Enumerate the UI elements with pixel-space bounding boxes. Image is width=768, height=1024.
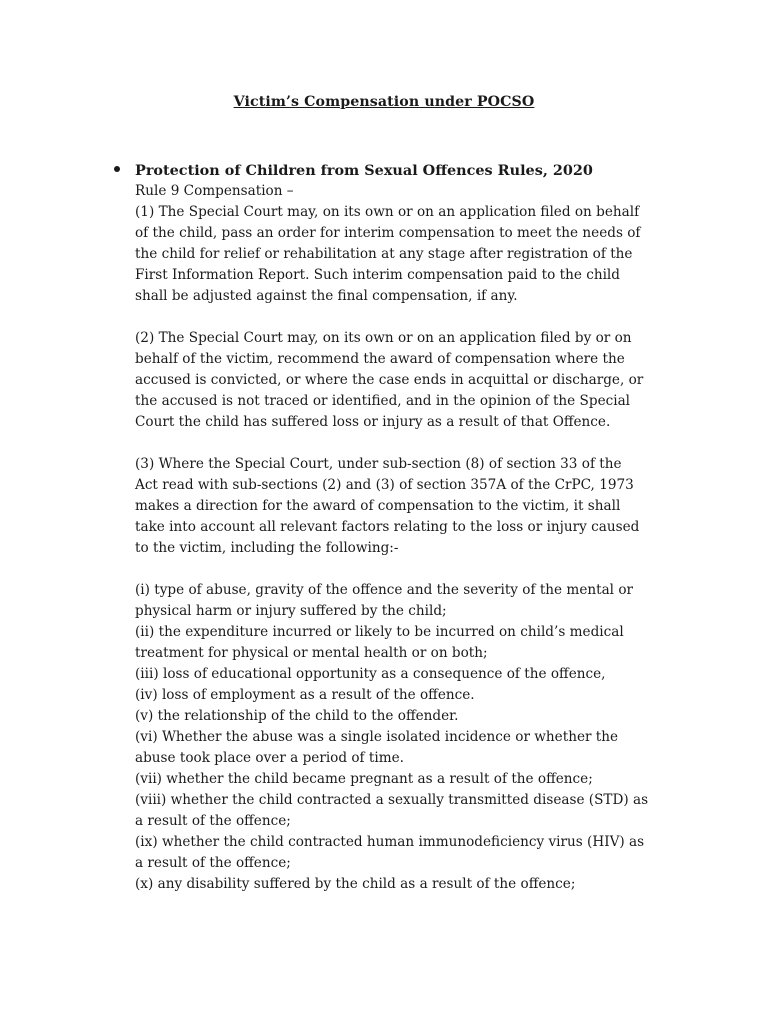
paragraph-1 [135, 202, 695, 307]
factor-line: abuse took place over a period of time. [135, 750, 404, 766]
paragraph-gap [135, 433, 695, 454]
paragraph-line: (3) Where the Special Court, under sub-section (8) of section 33 of the [135, 456, 622, 472]
paragraph-line: makes a direction for the award of compensation to the victim, it shall [135, 498, 621, 514]
rule-heading: Rule 9 Compensation – [135, 183, 294, 199]
document-body [135, 160, 695, 895]
factor-line: (vii) whether the child became pregnant as a result of the offence; [135, 771, 593, 787]
paragraph-line: (2) The Special Court may, on its own or on an application filed by or on [135, 330, 632, 346]
paragraph-line: accused is convicted, or where the case ends in acquittal or discharge, or [135, 372, 644, 388]
paragraph-line: Act read with sub-sections (2) and (3) of section 357A of the CrPC, 1973 [135, 477, 634, 493]
paragraph-line: take into account all relevant factors relating to the loss or injury caused [135, 519, 640, 535]
paragraph-2 [135, 328, 695, 433]
paragraph-gap [135, 307, 695, 328]
factors-list [135, 580, 695, 895]
factor-line: (viii) whether the child contracted a sexually transmitted disease (STD) as [135, 792, 649, 808]
paragraph-line: the accused is not traced or identified, and in the opinion of the Special [135, 393, 631, 409]
factor-line: (vi) Whether the abuse was a single isolated incidence or whether the [135, 729, 619, 745]
paragraph-line: First Information Report. Such interim compensation paid to the child [135, 267, 620, 283]
factor-line: treatment for physical or mental health or on both; [135, 645, 488, 661]
factor-line: (iv) loss of employment as a result of the offence. [135, 687, 475, 703]
paragraph-line: the child for relief or rehabilitation at any stage after registration of the [135, 246, 633, 262]
paragraph-line: shall be adjusted against the final compensation, if any. [135, 288, 518, 304]
factor-line: (i) type of abuse, gravity of the offence and the severity of the mental or [135, 582, 634, 598]
document-title: Victim’s Compensation under POCSO [233, 94, 535, 110]
factor-line: (ii) the expenditure incurred or likely to be incurred on child’s medical [135, 624, 624, 640]
factor-line: (x) any disability suffered by the child as a result of the offence; [135, 876, 576, 892]
paragraph-line: of the child, pass an order for interim compensation to meet the needs of [135, 225, 641, 241]
paragraph-line: to the victim, including the following:- [135, 540, 399, 556]
paragraph-line: (1) The Special Court may, on its own or on an application filed on behalf [135, 204, 640, 220]
section-heading: Protection of Children from Sexual Offences Rules, 2020 [135, 162, 593, 179]
factor-line: physical harm or injury suffered by the child; [135, 603, 447, 619]
factor-line: a result of the offence; [135, 855, 291, 871]
paragraph-line: behalf of the victim, recommend the award of compensation where the [135, 351, 625, 367]
factor-line: a result of the offence; [135, 813, 291, 829]
paragraph-gap [135, 559, 695, 580]
paragraph-line: Court the child has suffered loss or injury as a result of that Offence. [135, 414, 611, 430]
factor-line: (v) the relationship of the child to the offender. [135, 708, 459, 724]
factor-line: (ix) whether the child contracted human immunodeficiency virus (HIV) as [135, 834, 645, 850]
factor-line: (iii) loss of educational opportunity as a consequence of the offence, [135, 666, 606, 682]
bullet-icon [114, 166, 120, 172]
paragraph-3 [135, 454, 695, 559]
